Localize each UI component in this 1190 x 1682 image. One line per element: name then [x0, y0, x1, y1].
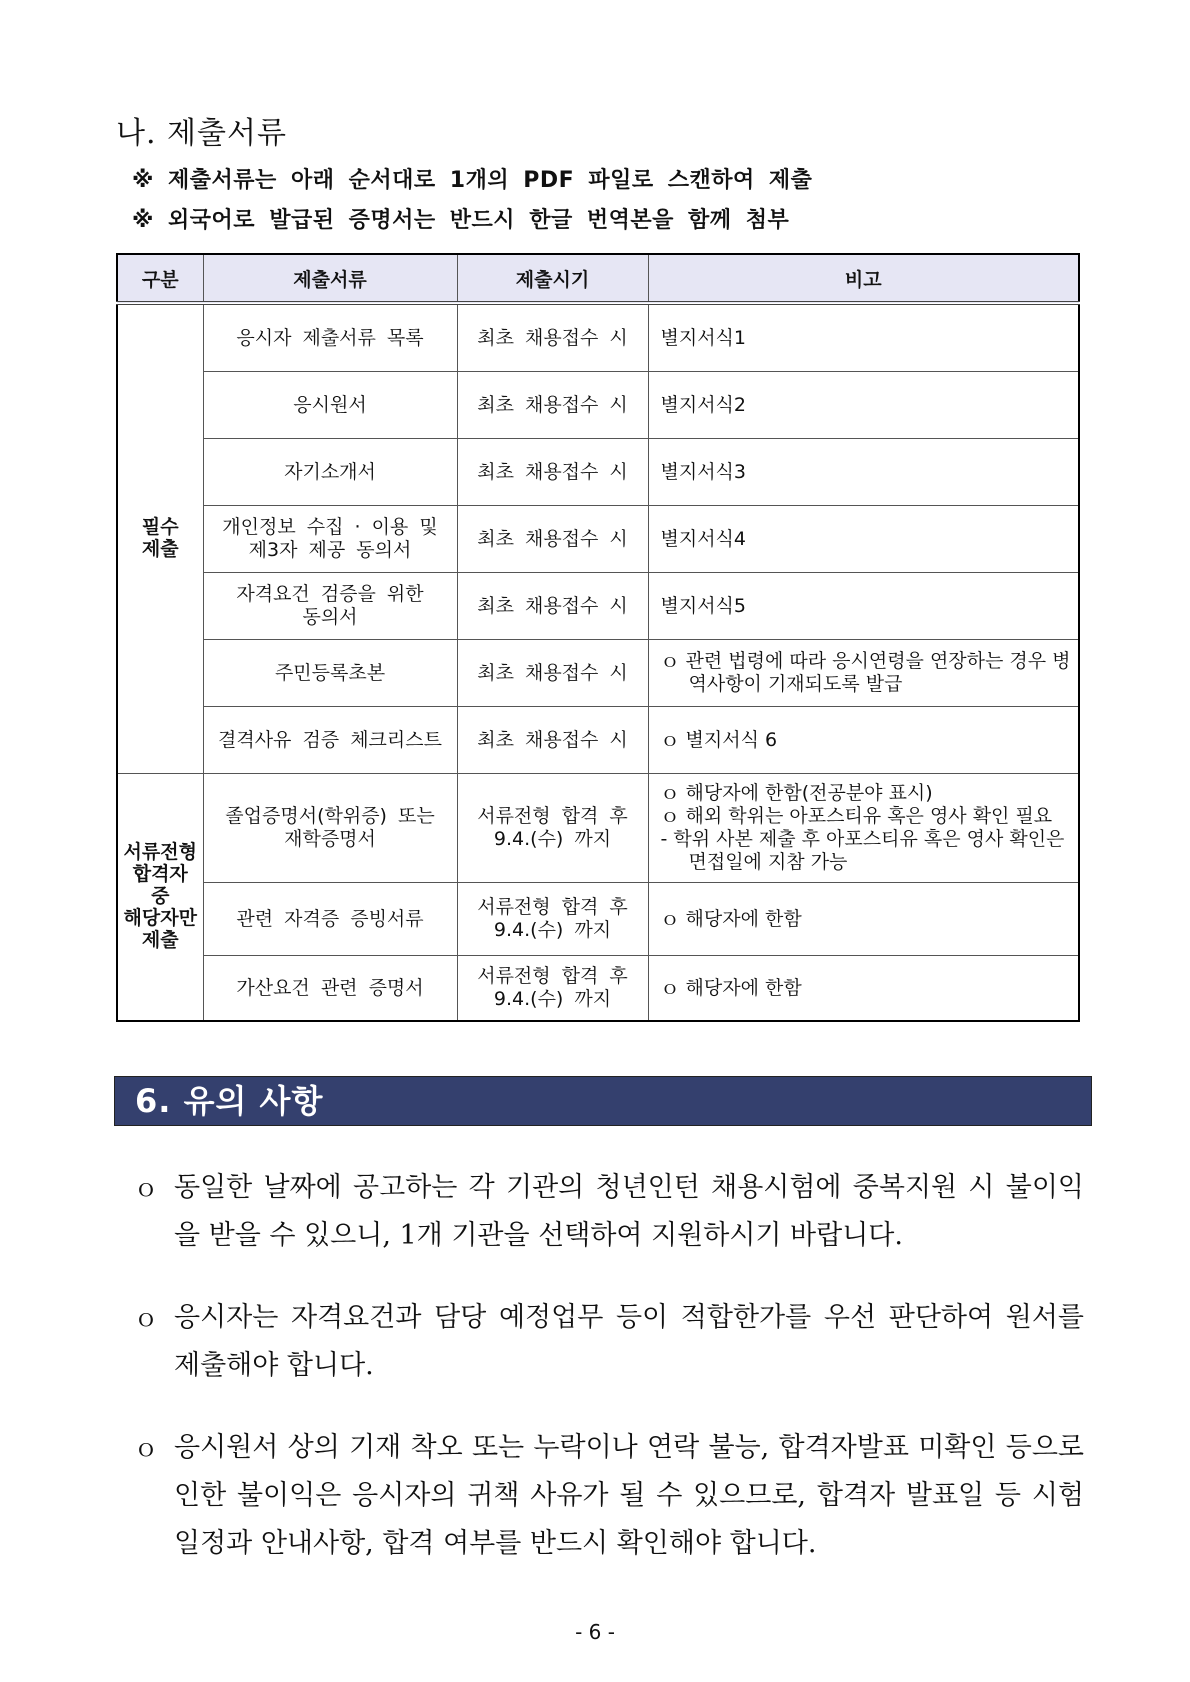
bullet-circle-icon: ｏ — [134, 1434, 158, 1462]
precaution-item — [134, 1424, 1084, 1568]
precaution-item — [134, 1294, 1084, 1390]
header-category: 구분 — [117, 254, 203, 303]
note-pdf-scan: ※ 제출서류는 아래 순서대로 1개의 PDF 파일로 스캔하여 제출 — [132, 168, 813, 193]
timing-cell: 서류전형 합격 후 9.4.(수) 까지 — [457, 956, 648, 1022]
precautions-list — [134, 1164, 1084, 1602]
section-heading-precautions: 6. 유의 사항 — [114, 1076, 1092, 1126]
document-cell: 결격사유 검증 체크리스트 — [203, 707, 457, 774]
document-cell: 응시자 제출서류 목록 — [203, 303, 457, 372]
table-row — [117, 573, 1079, 640]
remark-line: 별지서식5 — [660, 594, 747, 617]
precaution-item — [134, 1164, 1084, 1260]
remark-cell — [648, 439, 1079, 506]
table-row — [117, 506, 1079, 573]
table-row — [117, 303, 1079, 372]
timing-cell: 서류전형 합격 후 9.4.(수) 까지 — [457, 883, 648, 956]
table-row — [117, 707, 1079, 774]
table-body — [117, 303, 1079, 1021]
precaution-text: 응시자는 자격요건과 담당 예정업무 등이 적합한가를 우선 판단하여 원서를 제출해야 합니다. — [174, 1302, 1084, 1381]
timing-cell: 최초 채용접수 시 — [457, 640, 648, 707]
timing-cell: 최초 채용접수 시 — [457, 573, 648, 640]
bullet-circle-icon: ｏ — [134, 1174, 158, 1202]
remark-line: ｏ 해당자에 한함(전공분야 표시) — [660, 782, 933, 805]
page-number: - 6 - — [575, 1620, 615, 1644]
document-cell: 자격요건 검증을 위한 동의서 — [203, 573, 457, 640]
document-cell: 가산요건 관련 증명서 — [203, 956, 457, 1022]
table-row — [117, 774, 1079, 883]
remark-cell — [648, 573, 1079, 640]
header-document: 제출서류 — [203, 254, 457, 303]
remark-cell — [648, 640, 1079, 707]
document-cell: 졸업증명서(학위증) 또는 재학증명서 — [203, 774, 457, 883]
header-remark: 비고 — [648, 254, 1079, 303]
document-cell: 자기소개서 — [203, 439, 457, 506]
table-row — [117, 883, 1079, 956]
category-cell: 필수 제출 — [117, 303, 203, 774]
note-translation: ※ 외국어로 발급된 증명서는 반드시 한글 번역본을 함께 첨부 — [132, 208, 790, 233]
submission-documents-table — [116, 253, 1080, 1022]
remark-line: 별지서식1 — [660, 326, 747, 349]
remark-line: 별지서식2 — [660, 393, 747, 416]
remark-cell — [648, 883, 1079, 956]
table-row — [117, 439, 1079, 506]
precaution-text: 동일한 날짜에 공고하는 각 기관의 청년인턴 채용시험에 중복지원 시 불이익을 받을 수 있으니, 1개 기관을 선택하여 지원하시기 바랍니다. — [174, 1172, 1084, 1251]
remark-line: ｏ 해당자에 한함 — [660, 976, 802, 999]
document-cell: 응시원서 — [203, 372, 457, 439]
section-heading-submission-documents: 나. 제출서류 — [116, 116, 287, 151]
remark-line: ｏ 관련 법령에 따라 응시연령을 연장하는 경우 병역사항이 기재되도록 발급 — [660, 650, 1071, 695]
remark-line: 별지서식3 — [660, 460, 747, 483]
document-cell: 개인정보 수집 · 이용 및 제3자 제공 동의서 — [203, 506, 457, 573]
timing-cell: 최초 채용접수 시 — [457, 707, 648, 774]
bullet-circle-icon: ｏ — [134, 1304, 158, 1332]
remark-line: ｏ 해당자에 한함 — [660, 907, 802, 930]
timing-cell: 서류전형 합격 후 9.4.(수) 까지 — [457, 774, 648, 883]
timing-cell: 최초 채용접수 시 — [457, 439, 648, 506]
category-cell: 서류전형 합격자 중 해당자만 제출 — [117, 774, 203, 1022]
remark-cell — [648, 506, 1079, 573]
remark-cell — [648, 707, 1079, 774]
remark-line: 별지서식4 — [660, 527, 747, 550]
table-row — [117, 956, 1079, 1022]
remark-line: ｏ 별지서식 6 — [660, 728, 778, 751]
table-header-row — [117, 254, 1079, 303]
table-row — [117, 640, 1079, 707]
timing-cell: 최초 채용접수 시 — [457, 372, 648, 439]
remark-cell — [648, 372, 1079, 439]
header-timing: 제출시기 — [457, 254, 648, 303]
document-cell: 관련 자격증 증빙서류 — [203, 883, 457, 956]
remark-cell — [648, 774, 1079, 883]
precaution-text: 응시원서 상의 기재 착오 또는 누락이나 연락 불능, 합격자발표 미확인 등으로 인한 불이익은 응시자의 귀책 사유가 될 수 있으므로, 합격자 발표일 등 시험 일정과 안내사항, 합격 여부를 반드시 확인해야 합니다. — [174, 1432, 1084, 1559]
remark-line: ｏ 해외 학위는 아포스티유 혹은 영사 확인 필요 — [660, 805, 1053, 828]
timing-cell: 최초 채용접수 시 — [457, 506, 648, 573]
timing-cell: 최초 채용접수 시 — [457, 303, 648, 372]
table-row — [117, 372, 1079, 439]
document-cell: 주민등록초본 — [203, 640, 457, 707]
remark-cell — [648, 956, 1079, 1022]
remark-cell — [648, 303, 1079, 372]
remark-line: - 학위 사본 제출 후 아포스티유 혹은 영사 확인은 면접일에 지참 가능 — [660, 828, 1065, 873]
